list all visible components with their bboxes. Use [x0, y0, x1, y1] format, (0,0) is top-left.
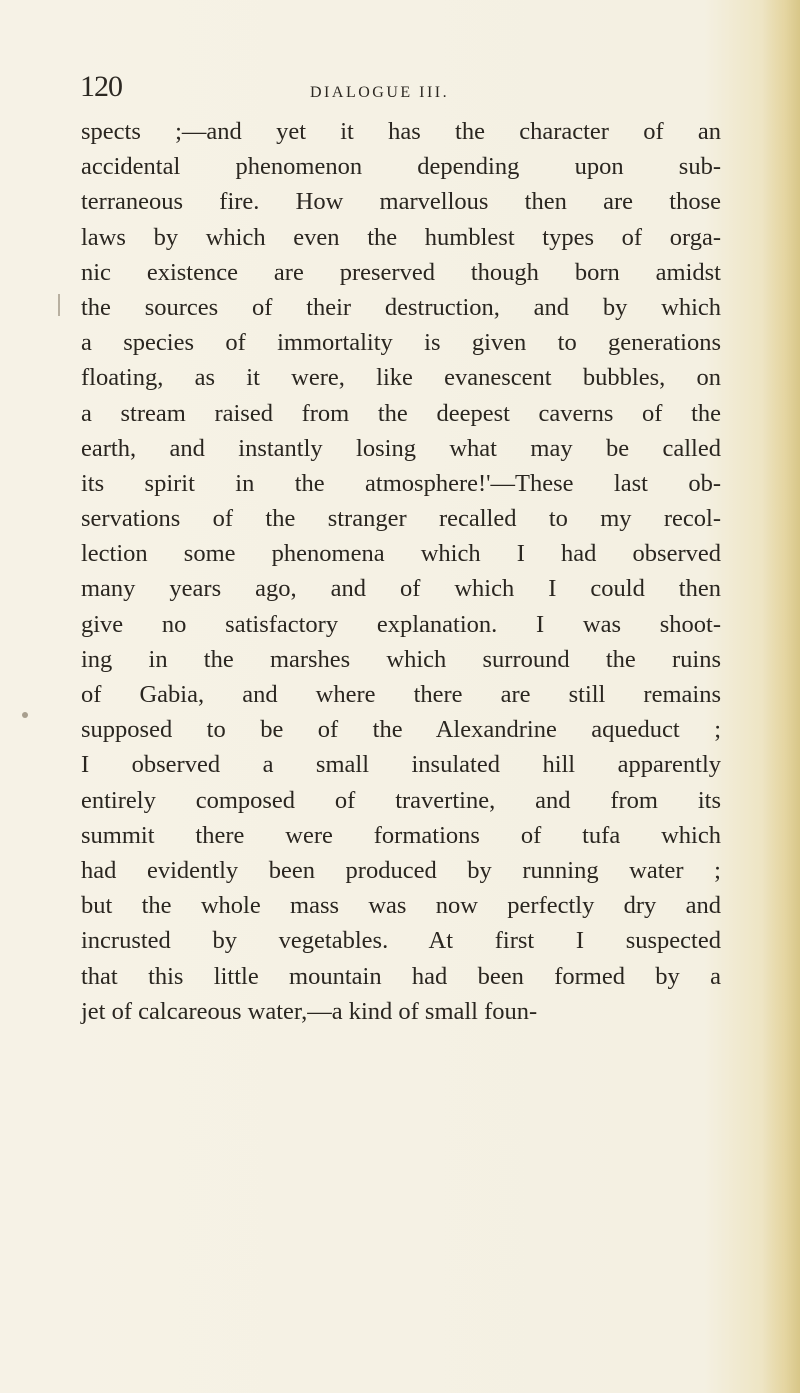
- text-line: floating, as it were, like evanescent bubbles, on: [81, 364, 721, 392]
- margin-dot: [22, 712, 28, 718]
- text-line: its spirit in the atmosphere!'—These last ob-: [81, 469, 721, 497]
- text-line: entirely composed of travertine, and from its: [81, 786, 721, 814]
- text-line: earth, and instantly losing what may be called: [81, 434, 721, 462]
- running-head: DIALOGUE III.: [310, 84, 450, 101]
- text-line: jet of calcareous water,—a kind of small foun-: [81, 997, 538, 1025]
- text-line: a stream raised from the deepest caverns of the: [81, 399, 721, 427]
- page-header: [80, 70, 700, 110]
- text-line: of Gabia, and where there are still remains: [81, 681, 721, 708]
- text-line: summit there were formations of tufa which: [81, 821, 721, 849]
- text-line: I observed a small insulated hill apparently: [81, 751, 721, 779]
- text-line: had evidently been produced by running water ;: [81, 856, 721, 884]
- text-line: many years ago, and of which I could then: [81, 575, 721, 603]
- text-line: terraneous fire. How marvellous then are those: [81, 188, 721, 216]
- text-line: give no satisfactory explanation. I was shoot-: [81, 610, 721, 638]
- text-line: laws by which even the humblest types of orga-: [81, 223, 721, 251]
- text-line: servations of the stranger recalled to my recol-: [81, 505, 721, 533]
- text-line: ing in the marshes which surround the ruins: [81, 645, 721, 673]
- text-line: supposed to be of the Alexandrine aqueduct ;: [81, 716, 721, 744]
- text-line: a species of immortality is given to generations: [81, 329, 721, 357]
- text-line: spects ;—and yet it has the character of an: [81, 118, 721, 145]
- page-number: 120: [80, 70, 122, 103]
- text-line: that this little mountain had been formed by a: [81, 962, 721, 990]
- page-edge-shading: [762, 0, 800, 1393]
- text-line: nic existence are preserved though born amidst: [81, 258, 721, 286]
- text-line: incrusted by vegetables. At first I suspected: [81, 927, 721, 955]
- body-text: [81, 114, 721, 1029]
- text-line: accidental phenomenon depending upon sub-: [81, 153, 721, 181]
- text-line: lection some phenomena which I had observed: [81, 540, 721, 568]
- text-line: but the whole mass was now perfectly dry and: [81, 892, 721, 920]
- margin-mark: [58, 294, 60, 316]
- text-line: the sources of their destruction, and by which: [81, 293, 721, 321]
